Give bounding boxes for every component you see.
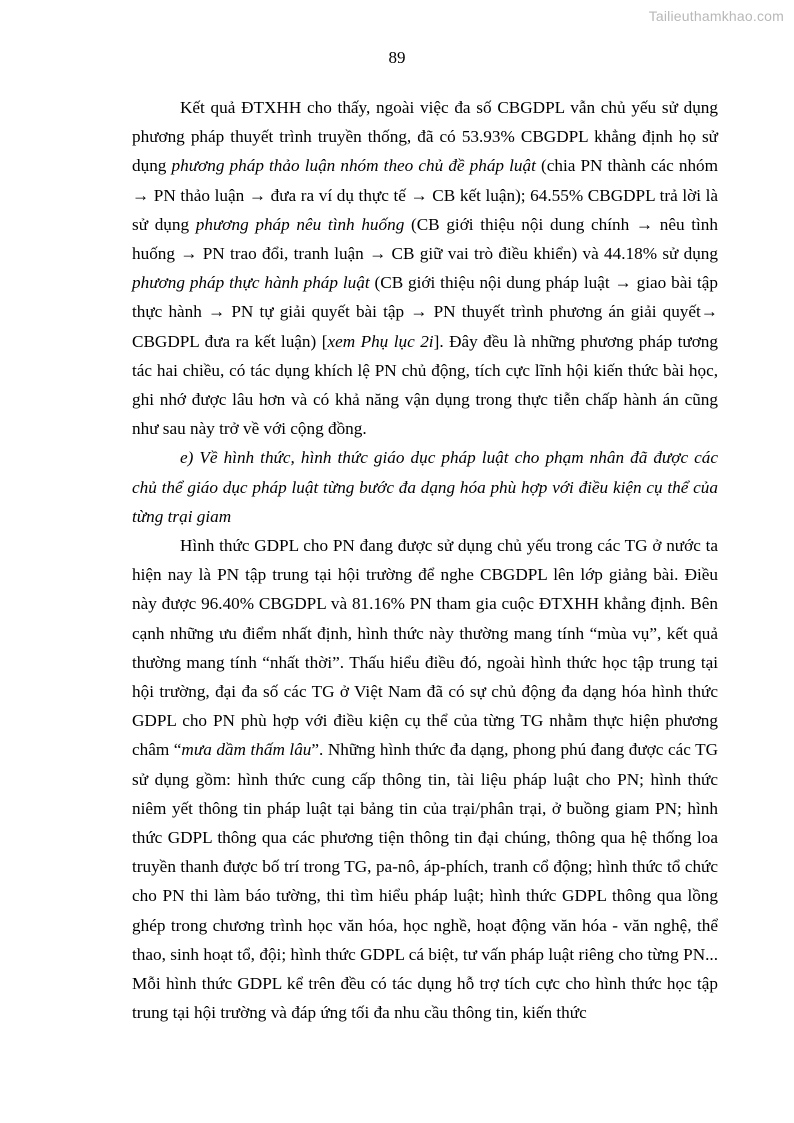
- text-run: (CB giới thiệu nội dung pháp luật → giao bài tập thực hành → PN tự giải quyết bài tập → PN thuyết trình phương án giải quyết→ CBGDPL đưa ra kết luận) [: [132, 273, 718, 351]
- section-heading-e: e) Về hình thức, hình thức giáo dục pháp luật cho phạm nhân đã được các chủ thể giáo dục pháp luật từng bước đa dạng hóa phù hợp với điều kiện cụ thể của từng trại giam: [132, 448, 718, 526]
- watermark-text: Tailieuthamkhao.com: [648, 8, 784, 24]
- text-run: Kết quả ĐTXHH cho thấy, ngoài việc đa số CBGDPL vẫn chủ yếu sử dụng phương pháp thuyết trình truyền thống, đã có 53.93% CBGDPL khẳng định họ sử dụng: [132, 98, 718, 176]
- paragraph-forms: [132, 531, 718, 1027]
- text-run: (CB giới thiệu nội dung chính → nêu tình huống → PN trao đổi, tranh luận → CB giữ vai trò điều khiển) và 44.18% sử dụng: [132, 214, 718, 264]
- italic-run: phương pháp thực hành pháp luật: [132, 273, 370, 293]
- document-body: [132, 93, 718, 1028]
- italic-run: xem Phụ lục 2i: [327, 331, 434, 351]
- italic-run: mưa dầm thấm lâu: [181, 740, 312, 760]
- text-run: ]. Đây đều là những phương pháp tương tác hai chiều, có tác dụng khích lệ PN chủ động, tích cực lĩnh hội kiến thức bài học, ghi nhớ được lâu hơn và có khả năng vận dụng trong thực tiễn chấp hành án cũng như sau này trở về với cộng đồng.: [132, 331, 718, 439]
- paragraph-methods: [132, 93, 718, 443]
- text-run: ”. Những hình thức đa dạng, phong phú đang được các TG sử dụng gồm: hình thức cung cấp thông tin, tài liệu pháp luật cho PN; hình thức niêm yết thông tin pháp luật tại bảng tin của trại/phân trại, ở buồng giam PN; hình thức GDPL thông qua các phương tiện thông tin đại chúng, thông qua hệ thống loa truyền thanh được bố trí trong TG, pa-nô, áp-phích, tranh cổ động; hình thức tổ chức cho PN thi làm báo tường, thi tìm hiểu pháp luật; hình thức GDPL thông qua lồng ghép trong chương trình học văn hóa, học nghề, hoạt động văn hóa - văn nghệ, thể thao, sinh hoạt tổ, đội; hình thức GDPL cá biệt, tư vấn pháp luật riêng cho từng PN... Mỗi hình thức GDPL kể trên đều có tác dụng hỗ trợ tích cực cho hình thức học tập trung tại hội trường và đáp ứng tối đa nhu cầu thông tin, kiến thức: [132, 740, 718, 1023]
- italic-run: phương pháp nêu tình huống: [195, 214, 405, 234]
- page-number: 89: [388, 48, 406, 67]
- italic-run: phương pháp thảo luận nhóm theo chủ đề pháp luật: [171, 156, 536, 176]
- text-run: (chia PN thành các nhóm → PN thảo luận → đưa ra ví dụ thực tế → CB kết luận); 64.55% CBGDPL trả lời là sử dụng: [132, 156, 719, 234]
- text-run: Hình thức GDPL cho PN đang được sử dụng chủ yếu trong các TG ở nước ta hiện nay là PN tập trung tại hội trường để nghe CBGDPL lên lớp giảng bài. Điều này được 96.40% CBGDPL và 81.16% PN tham gia cuộc ĐTXHH khẳng định. Bên cạnh những ưu điểm nhất định, hình thức này thường mang tính “mùa vụ”, kết quả thường mang tính “nhất thời”. Thấu hiểu điều đó, ngoài hình thức học tập trung tại hội trường, đại đa số các TG ở Việt Nam đã có sự chủ động đa dạng hóa hình thức GDPL cho PN phù hợp với điều kiện cụ thể của từng TG nhằm thực hiện phương châm “: [132, 536, 718, 760]
